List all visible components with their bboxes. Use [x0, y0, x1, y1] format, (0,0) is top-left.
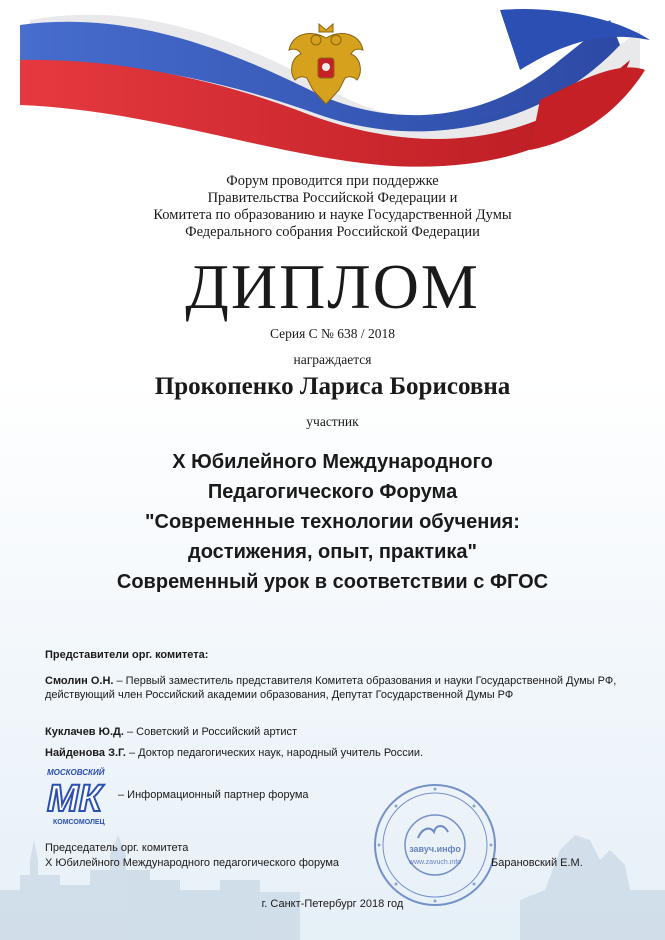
member-name: Смолин О.Н.	[45, 675, 114, 687]
event-title	[0, 447, 665, 597]
event-line: X Юбилейного Международного	[172, 451, 493, 473]
awarded-label: награждается	[293, 352, 372, 367]
diploma-title: ДИПЛОМ	[185, 251, 480, 322]
chair-signatory: Барановский Е.М.	[491, 857, 583, 869]
stamp-url: www.zavuch.info	[408, 859, 462, 866]
chair-forum: X Юбилейного Международного педагогического форума	[45, 857, 340, 869]
chair-title: Председатель орг. комитета	[45, 842, 189, 854]
sponsor-line: Форум проводится при поддержке	[226, 173, 439, 189]
partner-text: – Информационный партнер форума	[118, 789, 309, 801]
committee-member	[45, 725, 625, 739]
recipient-role: участник	[306, 414, 359, 429]
event-line: Современный урок в соответствии с ФГОС	[116, 571, 549, 593]
member-description: – Доктор педагогических наук, народный учитель России.	[125, 747, 424, 759]
sponsor-text	[0, 173, 665, 241]
coat-of-arms-icon	[283, 20, 369, 112]
member-description: – Советский и Российский артист	[123, 726, 298, 738]
chair-block	[45, 841, 605, 871]
member-name: Найденова З.Г.	[45, 747, 126, 759]
sponsor-line: Федерального собрания Российской Федерации	[185, 224, 480, 240]
committee-member	[45, 674, 625, 702]
logo-bottom-text: КОМСОМОЛЕЦ	[53, 819, 105, 826]
recipient-name: Прокопенко Лариса Борисовна	[154, 373, 511, 400]
sponsor-line: Правительства Российской Федерации и	[207, 190, 458, 206]
sponsor-line: Комитета по образованию и науке Государственной Думы	[153, 207, 512, 223]
logo-letters: МК	[47, 778, 103, 820]
member-name: Куклачев Ю.Д.	[45, 726, 124, 738]
committee-heading: Представители орг. комитета:	[45, 649, 209, 661]
logo-top-text: МОСКОВСКИЙ	[47, 768, 105, 777]
member-description: – Первый заместитель представителя Комитета образования и науки Государственной Думы РФ, действующий член Российский академии образования, Депутат Государственной Думы РФ	[45, 675, 617, 701]
stamp-center-text: завуч.инфо	[409, 844, 461, 854]
mk-logo	[45, 767, 117, 827]
series-number: Серия С № 638 / 2018	[269, 326, 396, 341]
committee-member	[45, 746, 625, 760]
city-year: г. Санкт-Петербург 2018 год	[261, 898, 404, 910]
event-line: достижения, опыт, практика"	[188, 541, 477, 563]
event-line: "Современные технологии обучения:	[145, 511, 520, 533]
event-line: Педагогического Форума	[207, 481, 458, 503]
